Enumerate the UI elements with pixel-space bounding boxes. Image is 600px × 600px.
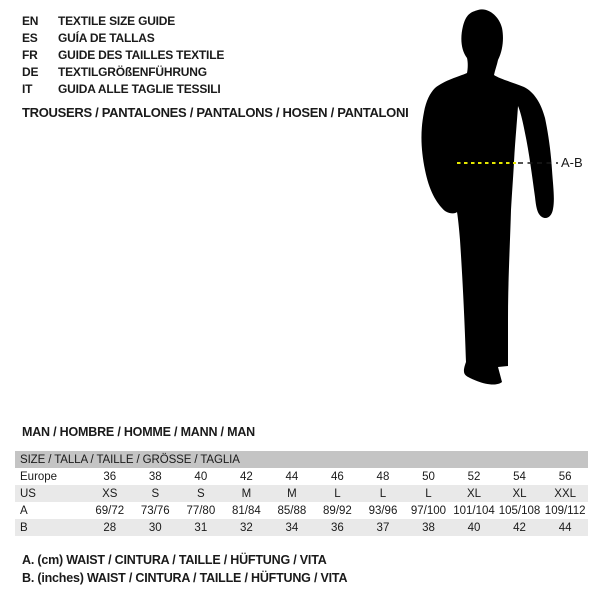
size-cell: L (379, 487, 387, 500)
footnote-a: A. (cm) WAIST / CINTURA / TAILLE / HÜFTUNG / VITA (22, 553, 327, 567)
table-row (15, 468, 588, 485)
size-cell: 109/112 (544, 504, 586, 517)
size-cell: M (241, 487, 252, 500)
language-code: ES (22, 31, 38, 45)
language-label: GUIDA ALLE TAGLIE TESSILI (58, 82, 221, 96)
size-cell: 73/76 (140, 504, 170, 517)
size-cell: 69/72 (95, 504, 125, 517)
size-cell: 36 (331, 521, 344, 534)
row-label: A (20, 504, 28, 517)
size-cell: 44 (558, 521, 572, 534)
size-cell: 40 (194, 470, 208, 483)
size-cell: 31 (194, 521, 208, 534)
size-cell: 42 (239, 470, 253, 483)
size-cell: 46 (331, 470, 344, 483)
size-cell: XS (102, 487, 118, 500)
section-title-man: MAN / HOMBRE / HOMME / MANN / MAN (22, 425, 255, 439)
size-cell: 85/88 (277, 504, 307, 517)
size-cell: 42 (513, 521, 526, 534)
language-list (22, 13, 224, 98)
size-cell: 48 (376, 470, 390, 483)
size-cell: S (196, 487, 205, 500)
size-cell: S (151, 487, 160, 500)
row-label: US (20, 487, 36, 500)
language-label: TEXTILE SIZE GUIDE (58, 14, 176, 28)
size-cell: 44 (285, 470, 299, 483)
waist-measure-label: A-B (561, 155, 583, 170)
size-cell: 97/100 (410, 504, 447, 517)
category-title: TROUSERS / PANTALONES / PANTALONS / HOSEN / PANTALONI (22, 105, 409, 120)
size-cell: 89/92 (323, 504, 352, 517)
size-cell: 54 (513, 470, 526, 483)
language-code: DE (22, 65, 39, 79)
language-row (22, 64, 224, 81)
row-label: B (20, 521, 28, 534)
size-cell: 81/84 (231, 504, 261, 517)
size-cell: 101/104 (453, 504, 495, 517)
language-row (22, 81, 224, 98)
size-cell: L (425, 487, 432, 500)
table-header-row (15, 451, 588, 468)
language-label: TEXTILGRÖßENFÜHRUNG (58, 65, 207, 79)
size-table (15, 451, 588, 536)
language-code: FR (22, 48, 38, 62)
size-cell: 38 (148, 470, 162, 483)
size-cell: 37 (376, 521, 390, 534)
size-cell: 40 (467, 521, 481, 534)
row-label: Europe (20, 470, 58, 483)
size-cell: 56 (558, 470, 572, 483)
language-row (22, 30, 224, 47)
language-code: EN (22, 14, 39, 28)
table-row (15, 519, 588, 536)
footnotes (22, 552, 347, 587)
table-header-label: SIZE / TALLA / TAILLE / GRÖSSE / TAGLIA (15, 451, 588, 468)
size-cell: 28 (103, 521, 117, 534)
size-cell: XL (512, 487, 527, 500)
man-silhouette-figure (400, 0, 600, 400)
size-cell: 77/80 (186, 504, 216, 517)
size-table-body (15, 451, 588, 536)
size-cell: XXL (554, 487, 577, 500)
size-cell: 50 (422, 470, 435, 483)
language-row (22, 47, 224, 64)
size-cell: M (287, 487, 297, 500)
language-row (22, 13, 224, 30)
size-cell: 36 (103, 470, 117, 483)
size-cell: 34 (285, 521, 299, 534)
size-cell: 93/96 (368, 504, 398, 517)
size-cell: L (334, 487, 341, 500)
table-row (15, 485, 588, 502)
language-code: IT (22, 82, 33, 96)
table-row (15, 502, 588, 519)
language-label: GUÍA DE TALLAS (58, 31, 155, 45)
footnote-b: B. (inches) WAIST / CINTURA / TAILLE / HÜFTUNG / VITA (22, 570, 348, 585)
size-cell: 32 (239, 521, 253, 534)
size-cell: 38 (422, 521, 435, 534)
language-label: GUIDE DES TAILLES TEXTILE (58, 48, 225, 62)
size-cell: 105/108 (498, 504, 541, 517)
size-cell: XL (466, 487, 482, 500)
size-cell: 52 (467, 470, 481, 483)
man-silhouette-icon (400, 0, 600, 400)
size-cell: 30 (148, 521, 162, 534)
